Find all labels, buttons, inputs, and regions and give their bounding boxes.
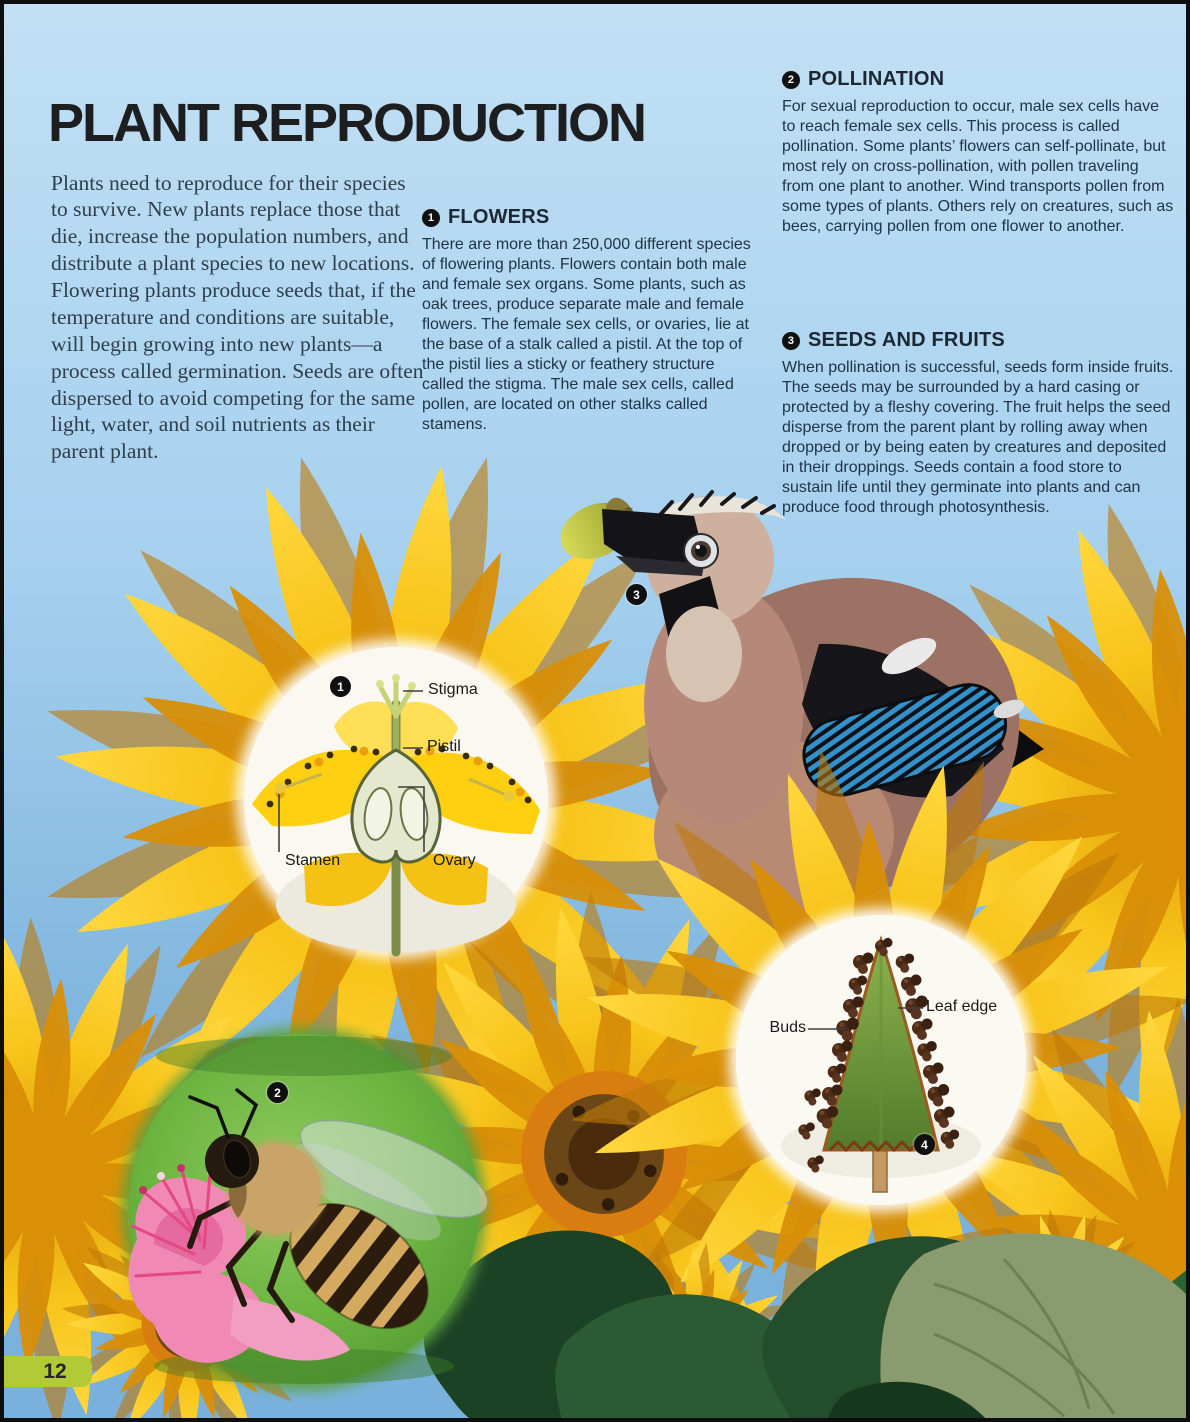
bird-number-badge: 3 — [626, 584, 647, 605]
label-buds: Buds — [769, 1019, 806, 1036]
section-flowers — [422, 206, 752, 435]
section-flowers-body: There are more than 250,000 different species of flowering plants. Flowers contain both male and female sex organs. Some plants, such as oak trees, produce separate male and female flowers. The female sex cells, or ovaries, lie at the base of a stalk called a pistil. At the top of the pistil lies a sticky or feathery structure called the stigma. The male sex cells, called pollen, are located on other stalks called stamens. — [422, 236, 751, 433]
bee-inset-number-badge: 2 — [267, 1082, 288, 1103]
section-pollination-title: POLLINATION — [808, 68, 945, 90]
section-seeds-fruits — [782, 329, 1174, 518]
section-flowers-heading — [422, 206, 752, 229]
flower-diagram-inset — [236, 639, 556, 959]
label-stamen: Stamen — [285, 852, 341, 869]
section-seeds-fruits-heading — [782, 329, 1174, 352]
number-badge-3: 3 — [782, 332, 800, 350]
flower-diagram-number-badge: 1 — [330, 676, 351, 697]
label-pistil: Pistil — [427, 738, 461, 755]
number-badge-2: 2 — [782, 71, 800, 89]
label-ovary: Ovary — [433, 852, 476, 869]
section-pollination-heading — [782, 68, 1174, 91]
leaf-inset — [729, 908, 1033, 1212]
page-number-tab — [4, 1356, 92, 1387]
section-seeds-fruits-title: SEEDS AND FRUITS — [808, 329, 1005, 351]
page-title: PLANT REPRODUCTION — [48, 93, 645, 154]
section-flowers-title: FLOWERS — [448, 206, 550, 228]
section-seeds-fruits-body: When pollination is successful, seeds form inside fruits. The seeds may be surrounded by a hard casing or protected by a fleshy covering. The fruit helps the seed disperse from the parent plant by rolling away when dropped or by being eaten by creatures and deposited in their droppings. Seeds contain a food store to sustain life until they germinate into plants and can produce food through photosynthesis. — [782, 359, 1174, 516]
label-leaf-edge: Leaf edge — [926, 998, 998, 1015]
section-pollination — [782, 68, 1174, 237]
intro-paragraph: Plants need to reproduce for their species to survive. New plants replace those that die, increase the population numbers, and distribute a plant species to new locations. Flowering plants produce seeds that, if the temperature and conditions are suitable, will begin growing into new plants—a process called germination. Seeds are often dispersed to avoid competing for the same light, water, and soil nutrients as their parent plant. — [51, 170, 424, 464]
label-stigma: Stigma — [428, 681, 478, 698]
leaf-inset-number-badge: 4 — [914, 1134, 935, 1155]
number-badge-1: 1 — [422, 209, 440, 227]
page-number: 12 — [43, 1359, 67, 1383]
section-pollination-body: For sexual reproduction to occur, male sex cells have to reach female sex cells. This process is called pollination. Some plants’ flowers can self-pollinate, but most rely on cross-pollination, with pollen traveling from one plant to another. Wind transports pollen from some types of plants. Others rely on creatures, such as bees, carrying pollen from one flower to another. — [782, 98, 1174, 235]
